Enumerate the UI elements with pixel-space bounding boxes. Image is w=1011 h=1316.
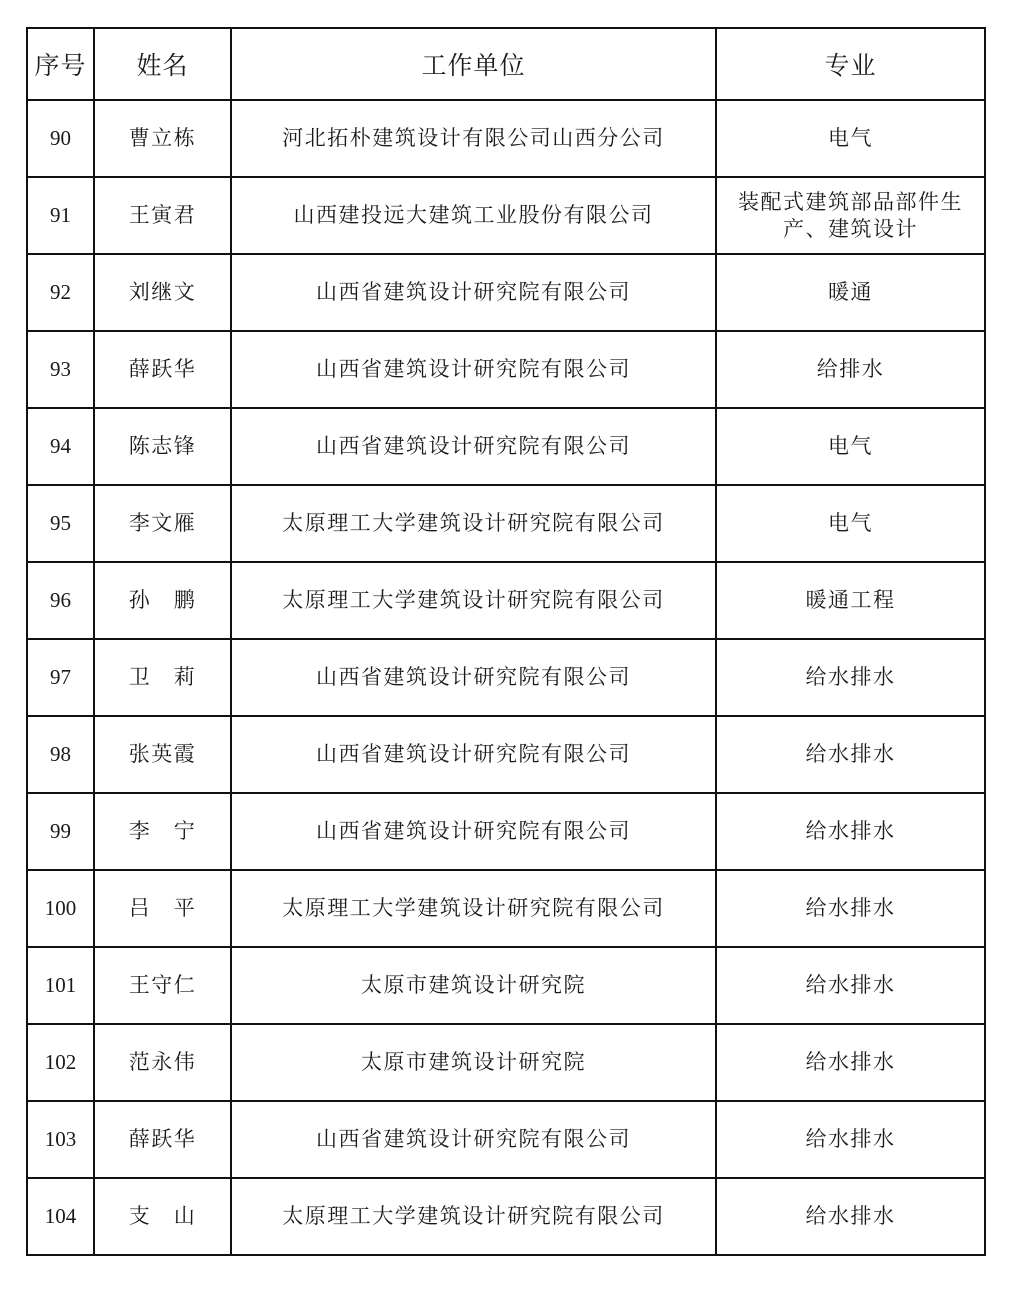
cell-no: 104 xyxy=(27,1178,94,1255)
cell-unit: 河北拓朴建筑设计有限公司山西分公司 xyxy=(231,100,716,177)
cell-unit: 山西省建筑设计研究院有限公司 xyxy=(231,408,716,485)
cell-major: 给水排水 xyxy=(716,1178,985,1255)
table-row xyxy=(27,716,985,793)
cell-no: 97 xyxy=(27,639,94,716)
cell-name: 张英霞 xyxy=(94,716,231,793)
cell-unit: 山西省建筑设计研究院有限公司 xyxy=(231,639,716,716)
table-row xyxy=(27,639,985,716)
table-row xyxy=(27,1101,985,1178)
table-row xyxy=(27,331,985,408)
cell-major: 给水排水 xyxy=(716,870,985,947)
header-row xyxy=(27,28,985,100)
cell-name: 薛跃华 xyxy=(94,331,231,408)
cell-major: 给水排水 xyxy=(716,639,985,716)
cell-no: 99 xyxy=(27,793,94,870)
table-row xyxy=(27,177,985,254)
cell-major: 给排水 xyxy=(716,331,985,408)
cell-no: 91 xyxy=(27,177,94,254)
cell-name: 李文雁 xyxy=(94,485,231,562)
cell-major: 给水排水 xyxy=(716,1024,985,1101)
cell-no: 94 xyxy=(27,408,94,485)
table-row xyxy=(27,485,985,562)
cell-unit: 太原市建筑设计研究院 xyxy=(231,947,716,1024)
cell-no: 98 xyxy=(27,716,94,793)
table-row xyxy=(27,1178,985,1255)
cell-unit: 山西省建筑设计研究院有限公司 xyxy=(231,254,716,331)
header-unit: 工作单位 xyxy=(231,28,716,100)
cell-name: 曹立栋 xyxy=(94,100,231,177)
cell-name: 吕 平 xyxy=(94,870,231,947)
table-row xyxy=(27,870,985,947)
cell-name: 薛跃华 xyxy=(94,1101,231,1178)
table-row xyxy=(27,254,985,331)
cell-unit: 山西建投远大建筑工业股份有限公司 xyxy=(231,177,716,254)
cell-major: 暖通工程 xyxy=(716,562,985,639)
cell-unit: 太原理工大学建筑设计研究院有限公司 xyxy=(231,1178,716,1255)
cell-major: 电气 xyxy=(716,100,985,177)
cell-no: 101 xyxy=(27,947,94,1024)
cell-major: 给水排水 xyxy=(716,1101,985,1178)
cell-major: 暖通 xyxy=(716,254,985,331)
cell-unit: 太原理工大学建筑设计研究院有限公司 xyxy=(231,485,716,562)
cell-unit: 山西省建筑设计研究院有限公司 xyxy=(231,716,716,793)
cell-no: 95 xyxy=(27,485,94,562)
cell-name: 王寅君 xyxy=(94,177,231,254)
cell-name: 孙 鹏 xyxy=(94,562,231,639)
cell-major: 给水排水 xyxy=(716,793,985,870)
table-row xyxy=(27,100,985,177)
cell-no: 103 xyxy=(27,1101,94,1178)
table-row xyxy=(27,947,985,1024)
table-row xyxy=(27,408,985,485)
table-header xyxy=(27,28,985,100)
header-name: 姓名 xyxy=(94,28,231,100)
cell-unit: 太原理工大学建筑设计研究院有限公司 xyxy=(231,870,716,947)
cell-unit: 太原理工大学建筑设计研究院有限公司 xyxy=(231,562,716,639)
cell-major: 装配式建筑部品部件生产、建筑设计 xyxy=(716,177,985,254)
table-body xyxy=(27,100,985,1255)
cell-no: 102 xyxy=(27,1024,94,1101)
cell-unit: 山西省建筑设计研究院有限公司 xyxy=(231,1101,716,1178)
table-row xyxy=(27,793,985,870)
cell-no: 93 xyxy=(27,331,94,408)
cell-unit: 山西省建筑设计研究院有限公司 xyxy=(231,331,716,408)
cell-major: 给水排水 xyxy=(716,716,985,793)
cell-major: 电气 xyxy=(716,408,985,485)
cell-major: 电气 xyxy=(716,485,985,562)
cell-major: 给水排水 xyxy=(716,947,985,1024)
cell-no: 100 xyxy=(27,870,94,947)
cell-name: 卫 莉 xyxy=(94,639,231,716)
roster-table xyxy=(26,27,986,1256)
cell-name: 王守仁 xyxy=(94,947,231,1024)
table-row xyxy=(27,1024,985,1101)
cell-no: 90 xyxy=(27,100,94,177)
header-no: 序号 xyxy=(27,28,94,100)
cell-unit: 山西省建筑设计研究院有限公司 xyxy=(231,793,716,870)
cell-name: 陈志锋 xyxy=(94,408,231,485)
table-row xyxy=(27,562,985,639)
cell-no: 92 xyxy=(27,254,94,331)
cell-no: 96 xyxy=(27,562,94,639)
cell-name: 范永伟 xyxy=(94,1024,231,1101)
header-major: 专业 xyxy=(716,28,985,100)
cell-name: 支 山 xyxy=(94,1178,231,1255)
cell-name: 李 宁 xyxy=(94,793,231,870)
cell-unit: 太原市建筑设计研究院 xyxy=(231,1024,716,1101)
cell-name: 刘继文 xyxy=(94,254,231,331)
